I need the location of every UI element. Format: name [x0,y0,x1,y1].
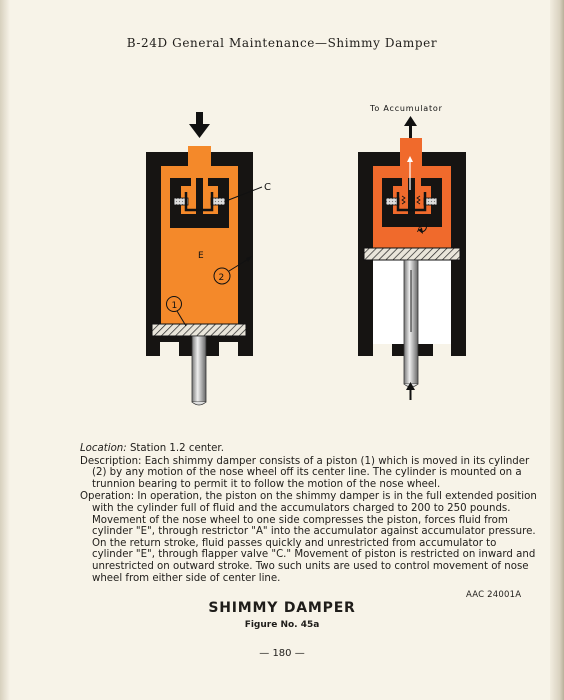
page-left-shadow [0,0,10,700]
label-c: C [264,182,271,193]
description-term: Description: [80,455,142,467]
label-e: E [198,251,204,261]
operation-paragraph [80,491,540,584]
operation-term: Operation: [80,491,135,503]
location-paragraph [80,443,540,455]
push-arrow-icon [189,112,210,138]
left-fluid-chamber [161,146,238,324]
description-text [80,443,540,585]
label-to-accumulator: To Accumulator [370,104,443,113]
outflow-arrow-icon [404,116,417,138]
right-piston [364,248,460,260]
shimmy-damper-figure [130,98,490,428]
page-header: B-24D General Maintenance—Shimmy Damper [126,36,438,50]
label-a: A [417,225,424,235]
page-number: — 180 — [259,648,305,659]
left-piston-rod [192,336,206,402]
label-1: 1 [171,301,178,311]
damper-diagram [130,98,490,428]
left-piston [152,324,246,336]
left-damper [146,112,271,405]
figure-caption-title: SHIMMY DAMPER [208,600,356,616]
figure-caption-number: Figure No. 45a [244,620,320,630]
description-paragraph [80,456,540,491]
operation-body: In operation, the piston on the shimmy damper is in the full extended position with the cylinder full of fluid and the accumulators charged to 200 to 250 pounds. Movement of the nose wheel to one side compresses the piston, forces fluid from cylinder "E", through restrictor "A" into the accumulator against accumulator pressure. On the return stroke, fluid passes quickly and unrestricted from accumulator to cylinder "E", through flapper valve "C." Movement of piston is restricted on inward and unrestricted on outward stroke. Two such units are used to control movement of nose wheel from either side of center line. [92,491,537,584]
right-damper [358,104,466,400]
location-body: Station 1.2 center. [129,443,224,454]
page-right-edge [550,0,564,700]
document-code: AAC 24001A [466,590,522,600]
label-2: 2 [218,273,225,283]
location-term: Location: [80,443,127,454]
description-body: Each shimmy damper consists of a piston (1) which is moved in its cylinder (2) by any motion of the nose wheel off its center line. The cylinder is mounted on a trunnion bearing to permit it to follow the motion of the nose wheel. [92,455,530,490]
